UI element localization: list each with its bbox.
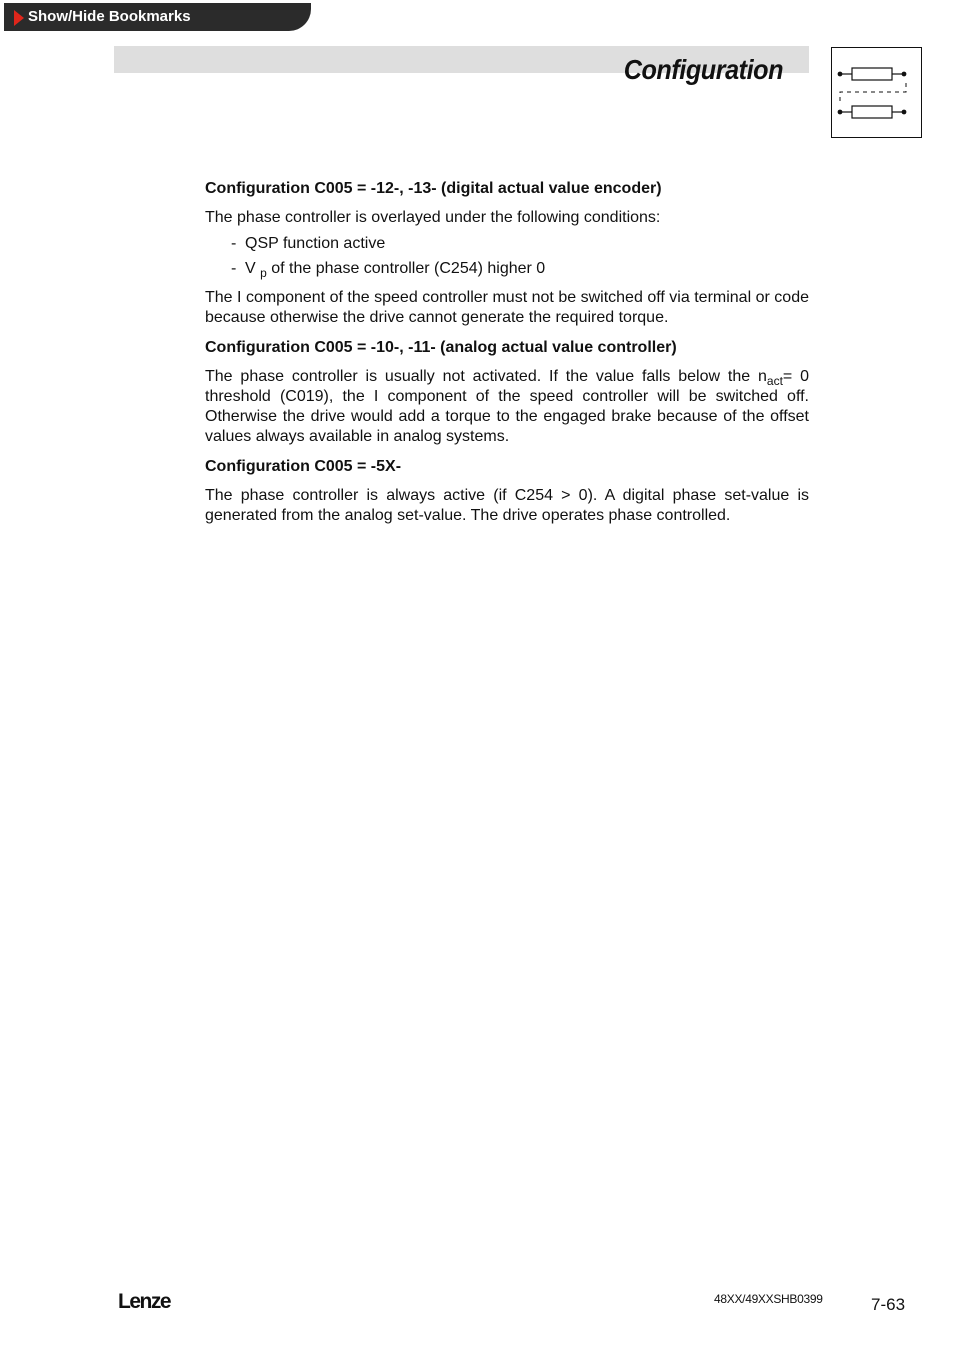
main-content [205, 178, 809, 535]
section-intro-digital: The phase controller is overlayed under the following conditions: [205, 209, 661, 226]
section-body-5x: The phase controller is always active (if C254 > 0). A digital phase set-value is generated from the analog set-value. The drive operates phase controlled. [205, 487, 809, 524]
list-item: - QSP function active [231, 235, 386, 252]
page-number: 7-63 [871, 1295, 906, 1314]
section-heading-analog: Configuration C005 = -10-, -11- (analog actual value controller) [205, 339, 677, 356]
show-hide-bookmarks-button[interactable] [4, 3, 311, 31]
bookmarks-label: Show/Hide Bookmarks [28, 8, 191, 25]
section-body-digital: The I component of the speed controller must not be switched off via terminal or code because otherwise the drive cannot generate the required torque. [205, 289, 809, 326]
document-code: 48XX/49XXSHB0399 [714, 1292, 823, 1306]
list-item: - V $_p$ of the phase controller (C254) higher 0 [231, 260, 546, 281]
page-title: Configuration [623, 54, 783, 85]
lenze-logo: Lenze [118, 1290, 171, 1313]
section-heading-digital: Configuration C005 = -12-, -13- (digital actual value encoder) [205, 180, 662, 197]
resistor-circuit-icon [831, 47, 922, 138]
section-heading-5x: Configuration C005 = -5X- [205, 458, 402, 475]
triangle-right-icon [14, 10, 24, 26]
conditions-list [205, 234, 809, 279]
section-body-analog: The phase controller is usually not activated. If the value falls below the $n_{act}= 0$ threshold (C019), the I component of the speed controller will be switched off. Otherwise the drive would add a torque to the engaged brake because of the offset values always available in analog systems. [205, 368, 810, 445]
